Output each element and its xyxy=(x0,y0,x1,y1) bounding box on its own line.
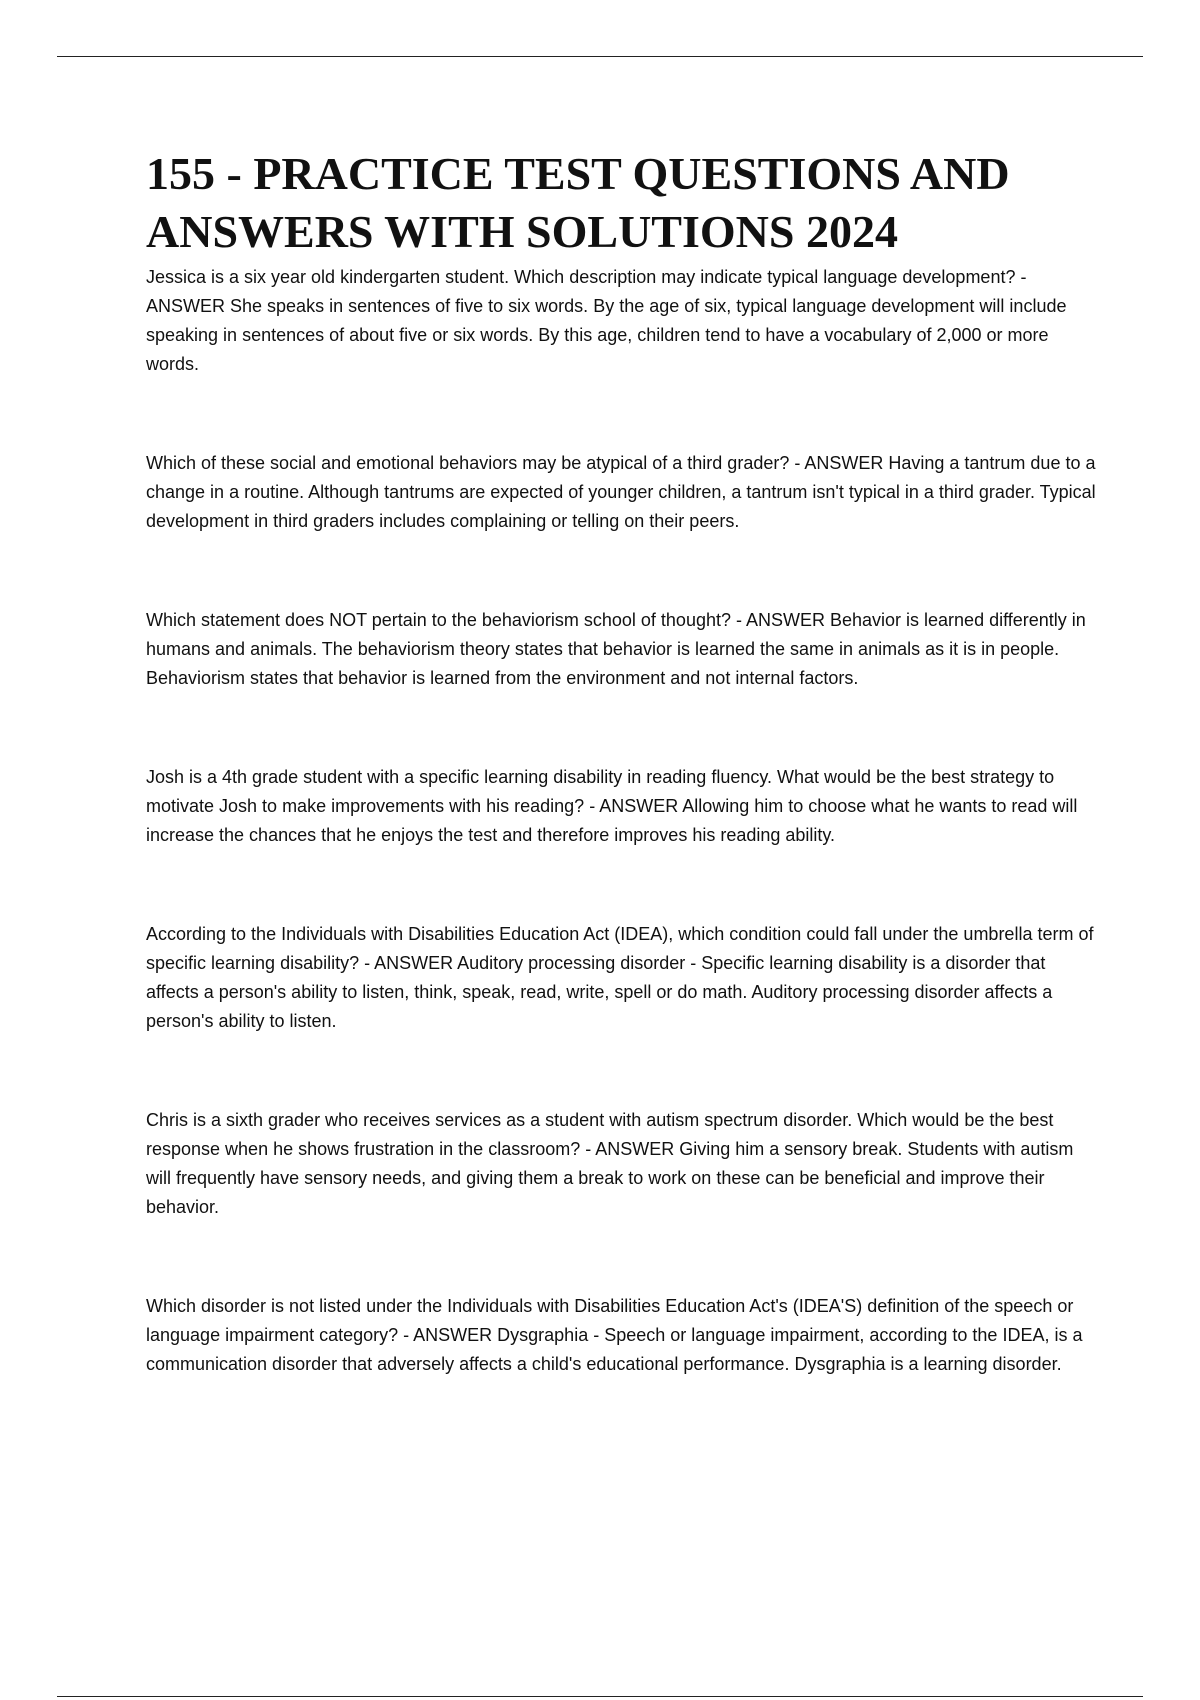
qa-item-4: Josh is a 4th grade student with a specific learning disability in reading fluency. What would be the best strategy to motivate Josh to make improvements with his reading? - ANSWER Allowing him to choose what he wants to read will increase the chances that he enjoys the test and therefore improves his reading ability. xyxy=(146,767,1078,845)
qa-item-1: Jessica is a six year old kindergarten student. Which description may indicate typical language development? - ANSWER She speaks in sentences of five to six words. By the age of six, typical language development will include speaking in sentences of about five or six words. By this age, children tend to have a vocabulary of 2,000 or more words. xyxy=(146,267,1067,374)
qa-item-7: Which disorder is not listed under the Individuals with Disabilities Education Act's (IDEA'S) definition of the speech or language impairment category? - ANSWER Dysgraphia - Speech or language impairment, according to the IDEA, is a communication disorder that adversely affects a child's educational performance. Dysgraphia is a learning disorder. xyxy=(146,1296,1083,1374)
qa-item-2: Which of these social and emotional behaviors may be atypical of a third grader? - ANSWER Having a tantrum due to a change in a routine. Although tantrums are expected of younger children, a tantrum isn't typical in a third grader. Typical development in third graders includes complaining or telling on their peers. xyxy=(146,453,1096,531)
document-body xyxy=(146,145,1101,1379)
qa-item-6: Chris is a sixth grader who receives services as a student with autism spectrum disorder. Which would be the best response when he shows frustration in the classroom? - ANSWER Giving him a sensory break. Students with autism will frequently have sensory needs, and giving them a break to work on these can be beneficial and improve their behavior. xyxy=(146,1110,1074,1217)
qa-item-3: Which statement does NOT pertain to the behaviorism school of thought? - ANSWER Behavior is learned differently in humans and animals. The behaviorism theory states that behavior is learned the same in animals as it is in people. Behaviorism states that behavior is learned from the environment and not internal factors. xyxy=(146,610,1086,688)
qa-item-5: According to the Individuals with Disabilities Education Act (IDEA), which condition could fall under the umbrella term of specific learning disability? - ANSWER Auditory processing disorder - Specific learning disability is a disorder that affects a person's ability to listen, think, speak, read, write, spell or do math. Auditory processing disorder affects a person's ability to listen. xyxy=(146,924,1094,1031)
document-title xyxy=(146,145,1101,261)
bottom-rule xyxy=(57,1696,1143,1697)
title-line-1: 155 - PRACTICE TEST QUESTIONS AND xyxy=(146,148,1010,199)
title-line-2: ANSWERS WITH SOLUTIONS 2024 xyxy=(146,206,898,257)
top-rule xyxy=(57,56,1143,57)
